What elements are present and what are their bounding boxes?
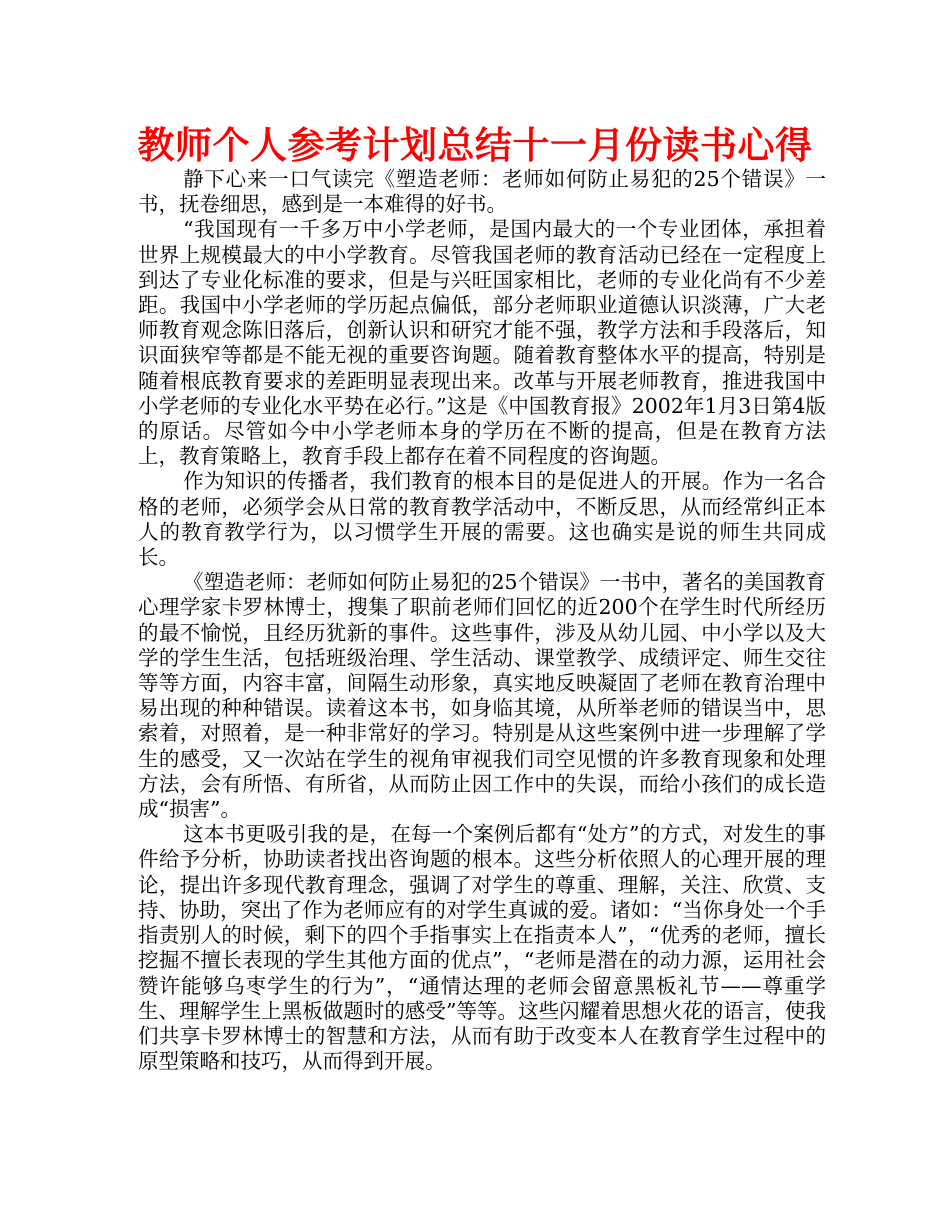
paragraph-5: 这本书更吸引我的是，在每一个案例后都有“处方”的方式，对发生的事件给予分析，协助读者找出咨询题的根本。这些分析依照人的心理开展的理论，提出许多现代教育理念，强调了对学生的尊重、理解，关注、欣赏、支持、协助，突出了作为老师应有的对学生真诚的爱。诸如：“当你身处一个手指责别人的时候，剩下的四个手指事实上在指责本人”，“优秀的老师，擅长挖掘不擅长表现的学生其他方面的优点”，“老师是潜在的动力源，运用社会赞许能够乌枣学生的行为”，“通情达理的老师会留意黑板礼节——尊重学生、理解学生上黑板做题时的感受”等等。这些闪耀着思想火花的语言，使我们共享卡罗林博士的智慧和方法，从而有助于改变本人在教育学生过程中的原型策略和技巧，从而得到开展。 bbox=[138, 822, 826, 1074]
document-title: 教师个人参考计划总结十一月份读书心得 bbox=[137, 124, 813, 167]
paragraph-2: “我国现有一千多万中小学老师，是国内最大的一个专业团体，承担着世界上规模最大的中小学教育。尽管我国老师的教育活动已经在一定程度上到达了专业化标准的要求，但是与兴旺国家相比，老师的专业化尚有不少差距。我国中小学老师的学历起点偏低，部分老师职业道德认识淡薄，广大老师教育观念陈旧落后，创新认识和研究才能不强，教学方法和手段落后，知识面狭窄等都是不能无视的重要咨询题。随着教育整体水平的提高，特别是随着根底教育要求的差距明显表现出来。改革与开展老师教育，推进我国中小学老师的专业化水平势在必行。”这是《中国教育报》2002年1月3日第4版的原话。尽管如今中小学老师本身的学历在不断的提高，但是在教育方法上，教育策略上，教育手段上都存在着不同程度的咨询题。 bbox=[138, 217, 826, 469]
paragraph-3: 作为知识的传播者，我们教育的根本目的是促进人的开展。作为一名合格的老师，必须学会从日常的教育教学活动中，不断反思，从而经常纠正本人的教育教学行为，以习惯学生开展的需要。这也确实是说的师生共同成长。 bbox=[138, 469, 826, 570]
paragraph-1: 静下心来一口气读完《塑造老师：老师如何防止易犯的25个错误》一书，抚卷细思，感到是一本难得的好书。 bbox=[138, 167, 826, 217]
paragraph-4: 《塑造老师：老师如何防止易犯的25个错误》一书中，著名的美国教育心理学家卡罗林博士，搜集了职前老师们回忆的近200个在学生时代所经历的最不愉悦，且经历犹新的事件。这些事件，涉及从幼儿园、中小学以及大学的学生生活，包括班级治理、学生活动、课堂教学、成绩评定、师生交往等等方面，内容丰富，间隔生动形象，真实地反映凝固了老师在教育治理中易出现的种种错误。读着这本书，如身临其境，从所举老师的错误当中，思索着，对照着，是一种非常好的学习。特别是从这些案例中进一步理解了学生的感受，又一次站在学生的视角审视我们司空见惯的许多教育现象和处理方法，会有所悟、有所省，从而防止因工作中的失误，而给小孩们的成长造成“损害”。 bbox=[138, 570, 826, 822]
document-body bbox=[138, 167, 826, 1074]
